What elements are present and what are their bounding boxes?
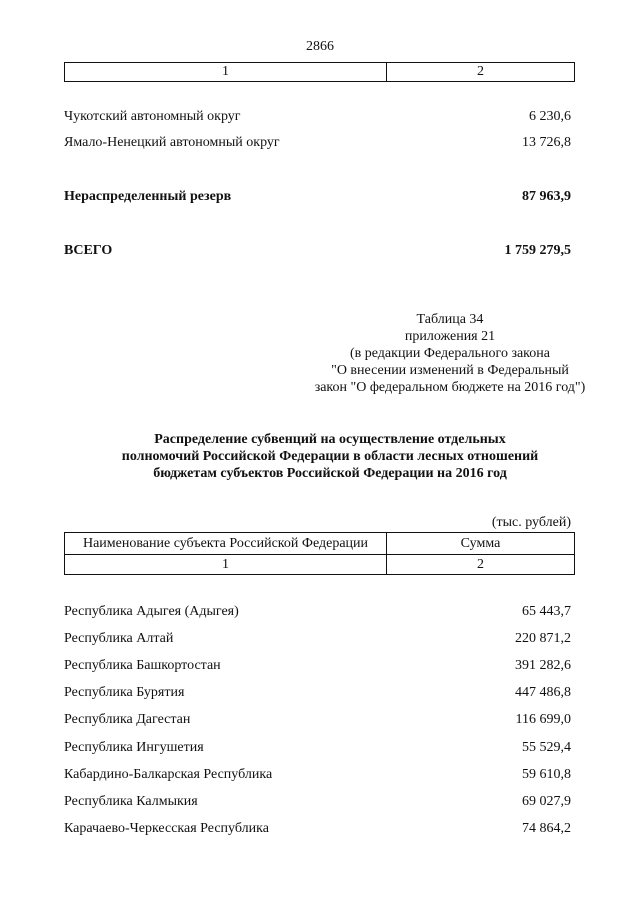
table-row bbox=[64, 710, 571, 730]
region-name: Республика Адыгея (Адыгея) bbox=[64, 604, 239, 619]
region-amount: 69 027,9 bbox=[522, 794, 571, 809]
table-row bbox=[64, 602, 571, 622]
total-amount: 1 759 279,5 bbox=[504, 243, 571, 258]
region-name: Республика Калмыкия bbox=[64, 794, 198, 809]
region-amount: 65 443,7 bbox=[522, 604, 571, 619]
region-name: Кабардино-Балкарская Республика bbox=[64, 767, 273, 782]
table-row bbox=[64, 738, 571, 758]
table-row bbox=[64, 765, 571, 785]
column-number-2: 2 bbox=[387, 555, 575, 575]
region-amount: 74 864,2 bbox=[522, 821, 571, 836]
column-number-2: 2 bbox=[387, 63, 575, 82]
column-number-1: 1 bbox=[65, 555, 387, 575]
table-row bbox=[64, 629, 571, 649]
unit-label: (тыс. рублей) bbox=[491, 515, 571, 530]
region-name: Республика Ингушетия bbox=[64, 740, 204, 755]
region-amount: 13 726,8 bbox=[522, 135, 571, 150]
column-header-amount: Сумма bbox=[387, 533, 575, 555]
region-amount: 6 230,6 bbox=[529, 109, 571, 124]
table-reference-line: приложения 21 bbox=[404, 329, 496, 344]
region-name: Республика Башкортостан bbox=[64, 658, 221, 673]
reserve-label: Нераспределенный резерв bbox=[64, 189, 232, 204]
table-row bbox=[64, 819, 571, 839]
page-number: 2866 bbox=[306, 39, 334, 54]
column-number-1: 1 bbox=[65, 63, 387, 82]
table-reference bbox=[250, 311, 640, 396]
table-row bbox=[64, 683, 571, 703]
region-amount: 116 699,0 bbox=[515, 712, 571, 727]
region-name: Ямало-Ненецкий автономный округ bbox=[64, 135, 280, 150]
title-line: полномочий Российской Федерации в области лесных отношений bbox=[121, 449, 539, 464]
region-amount: 447 486,8 bbox=[515, 685, 571, 700]
table-row bbox=[64, 792, 571, 812]
region-amount: 55 529,4 bbox=[522, 740, 571, 755]
table-row bbox=[64, 656, 571, 676]
table-header bbox=[64, 532, 575, 575]
region-name: Карачаево-Черкесская Республика bbox=[64, 821, 269, 836]
continuation-header-table bbox=[64, 62, 575, 82]
total-label: ВСЕГО bbox=[64, 243, 113, 258]
title-line: бюджетам субъектов Российской Федерации на 2016 год bbox=[153, 466, 507, 481]
table-reference-line: (в редакции Федерального закона bbox=[350, 346, 550, 361]
table-reference-line: Таблица 34 bbox=[416, 312, 484, 327]
region-amount: 59 610,8 bbox=[522, 767, 571, 782]
total-row bbox=[64, 241, 571, 261]
region-name: Республика Бурятия bbox=[64, 685, 185, 700]
region-amount: 220 871,2 bbox=[515, 631, 571, 646]
table-reference-line: закон "О федеральном бюджете на 2016 год") bbox=[314, 380, 586, 395]
table-reference-line: "О внесении изменений в Федеральный bbox=[331, 363, 569, 378]
column-header-name: Наименование субъекта Российской Федерации bbox=[65, 533, 387, 555]
title-line: Распределение субвенций на осуществление отдельных bbox=[154, 432, 506, 447]
region-name: Республика Алтай bbox=[64, 631, 174, 646]
region-amount: 391 282,6 bbox=[515, 658, 571, 673]
table-row bbox=[64, 107, 571, 127]
table-row bbox=[64, 133, 571, 153]
reserve-row bbox=[64, 187, 571, 207]
region-name: Республика Дагестан bbox=[64, 712, 191, 727]
document-title bbox=[40, 431, 620, 482]
region-name: Чукотский автономный округ bbox=[64, 109, 241, 124]
reserve-amount: 87 963,9 bbox=[522, 189, 571, 204]
